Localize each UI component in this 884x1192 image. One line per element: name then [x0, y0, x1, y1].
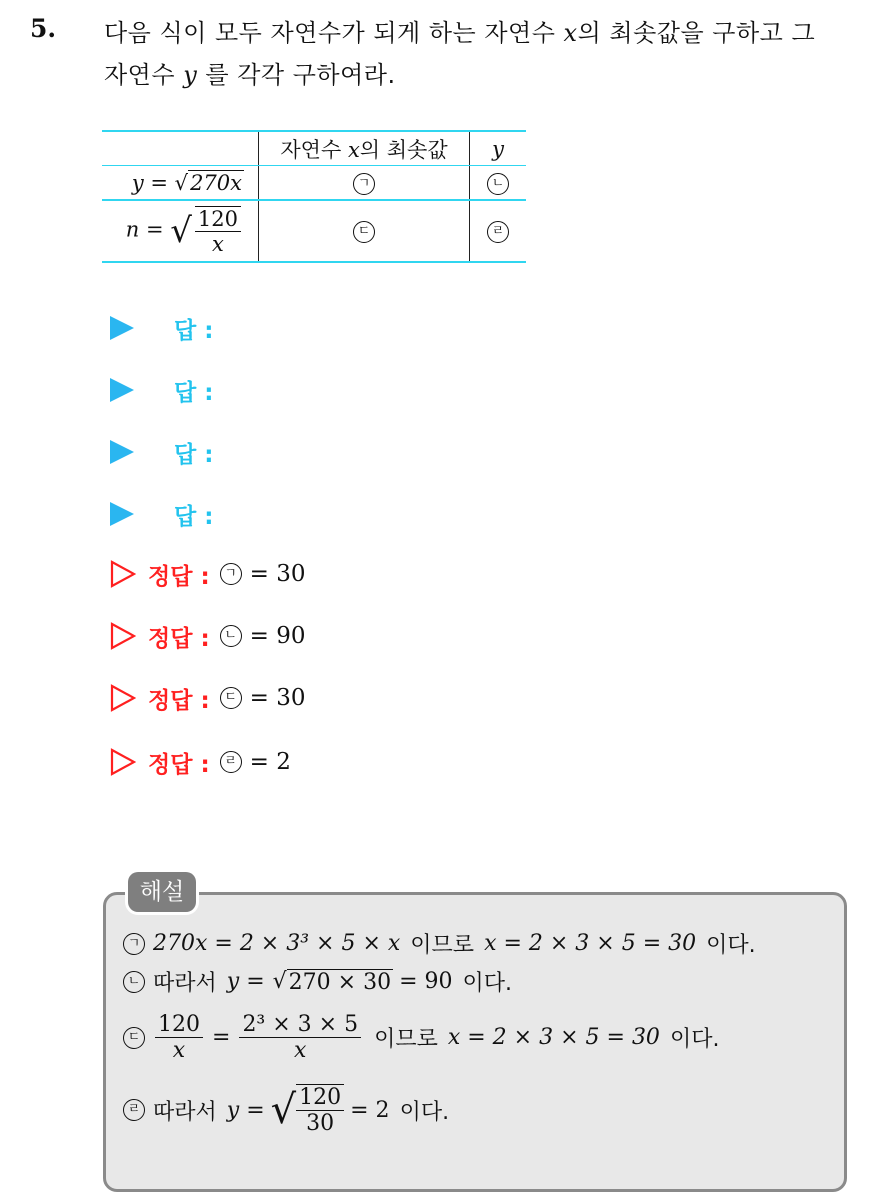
answer-row[interactable] [110, 432, 213, 472]
mark-circle: ㄴ [487, 173, 509, 195]
ex4-fraction [296, 1084, 344, 1137]
correct-label: 정답 : [148, 563, 210, 590]
correct-value: = 2 [249, 749, 291, 775]
outline-triangle-icon [110, 622, 136, 650]
explanation-line-1 [123, 928, 756, 959]
mark-circle: ㄷ [353, 221, 375, 243]
header-var-y: y [492, 136, 504, 161]
ex2-lhs: y = [226, 969, 265, 994]
question-text-1b: 의 최솟값을 구하고 그 [577, 19, 816, 47]
ex3-fraction-1 [155, 1012, 203, 1064]
ex2-radicand: 270 × 30 [288, 969, 392, 995]
correct-label: 정답 : [148, 625, 210, 652]
ex3-num2: 2³ × 3 × 5 [239, 1012, 361, 1038]
explanation-tag: 해설 [128, 872, 196, 912]
correct-answer-row [110, 554, 306, 594]
question-text-1a: 다음 식이 모두 자연수가 되게 하는 자연수 [104, 19, 556, 47]
correct-label: 정답 : [148, 687, 210, 714]
row2-num: 120 [195, 207, 241, 232]
answer-label: 답 : [174, 503, 214, 530]
answer-label: 답 : [174, 379, 214, 406]
question-text-2a: 자연수 [104, 61, 176, 89]
header-var-x: x [347, 137, 360, 162]
correct-label: 정답 : [148, 751, 210, 778]
row2-min-x-cell [259, 200, 470, 262]
row2-lhs: n = [125, 217, 164, 242]
answer-label: 답 : [174, 317, 214, 344]
correct-value: = 30 [249, 685, 306, 711]
correct-value: = 90 [249, 623, 306, 649]
play-icon [110, 440, 134, 464]
mark-circle: ㄷ [123, 1027, 145, 1049]
ex2-end: 이다. [462, 971, 512, 996]
table-header-y [470, 131, 527, 166]
ex2-rhs: = 90 [399, 969, 453, 994]
ex3-eq2: x = 2 × 3 × 5 = 30 [447, 1025, 660, 1051]
ex4-sqrt [271, 1084, 345, 1137]
sqrt-sign: √ [270, 1087, 297, 1134]
ex3-mid: 이므로 [374, 1027, 438, 1053]
ex4-end: 이다. [399, 1099, 450, 1125]
ex1-mid: 이므로 [410, 933, 475, 958]
ex1-eq: 270x = 2 × 3³ × 5 × x [153, 931, 401, 956]
table-header-min-x [259, 131, 470, 166]
table-header-empty [102, 131, 259, 166]
answer-row[interactable] [110, 494, 213, 534]
mark-circle: ㄱ [220, 563, 242, 585]
mark-circle: ㄱ [123, 933, 145, 955]
ex2-pre: 따라서 [153, 971, 217, 996]
ex3-den2: x [294, 1038, 307, 1064]
correct-value: = 30 [249, 561, 306, 587]
mark-circle: ㄹ [487, 221, 509, 243]
row1-y-cell [470, 166, 527, 201]
answer-label: 답 : [174, 441, 214, 468]
explanation-line-2 [123, 966, 512, 997]
row2-den: x [212, 232, 224, 256]
table-row [102, 200, 526, 262]
sqrt-sign: √ [170, 211, 192, 251]
answer-row[interactable] [110, 370, 213, 410]
ex3-eqsign: = [212, 1025, 231, 1051]
answer-row[interactable] [110, 308, 213, 348]
sqrt-sign: √ [272, 969, 287, 994]
correct-answer-row [110, 616, 306, 656]
correct-answer-row [110, 742, 291, 782]
ex4-lhs: y = [226, 1097, 265, 1123]
ex4-num: 120 [296, 1085, 344, 1111]
outline-triangle-icon [110, 748, 136, 776]
row2-expression [102, 200, 259, 262]
mark-circle: ㄷ [220, 687, 242, 709]
ex4-rhs: = 2 [350, 1097, 390, 1123]
ex1-end: 이다. [706, 933, 756, 958]
question-var-x: x [563, 19, 578, 47]
ex1-eq2: x = 2 × 3 × 5 = 30 [484, 931, 697, 956]
mark-circle: ㄹ [220, 751, 242, 773]
mark-circle: ㄹ [123, 1099, 145, 1121]
question-text [104, 12, 874, 96]
row1-min-x-cell [259, 166, 470, 201]
row1-expression [102, 166, 259, 201]
ex4-den: 30 [306, 1111, 335, 1137]
header-text-a: 자연수 [280, 137, 342, 162]
mark-circle: ㄱ [353, 173, 375, 195]
row1-lhs: y = [131, 171, 168, 195]
outline-triangle-icon [110, 560, 136, 588]
explanation-line-4 [123, 1084, 449, 1137]
table-row [102, 166, 526, 201]
condition-table [102, 130, 526, 263]
question-text-2b: 를 각각 구하여라. [205, 61, 396, 89]
ex3-den1: x [172, 1038, 186, 1064]
question-var-y: y [183, 61, 198, 89]
ex3-end: 이다. [669, 1027, 720, 1053]
mark-circle: ㄴ [220, 625, 242, 647]
table-header-row [102, 131, 526, 166]
ex4-pre: 따라서 [153, 1099, 217, 1125]
header-text-b: 의 최솟값 [359, 137, 448, 162]
question-number: 5. [30, 14, 57, 43]
row1-radicand: 270x [190, 171, 242, 195]
ex3-num1: 120 [155, 1012, 203, 1038]
play-icon [110, 502, 134, 526]
ex3-fraction-2 [239, 1012, 361, 1064]
row2-y-cell [470, 200, 527, 262]
row2-fraction [195, 206, 241, 256]
play-icon [110, 316, 134, 340]
outline-triangle-icon [110, 684, 136, 712]
play-icon [110, 378, 134, 402]
sqrt-sign: √ [174, 171, 189, 195]
mark-circle: ㄴ [123, 971, 145, 993]
explanation-line-3 [123, 1012, 719, 1064]
correct-answer-row [110, 678, 306, 718]
